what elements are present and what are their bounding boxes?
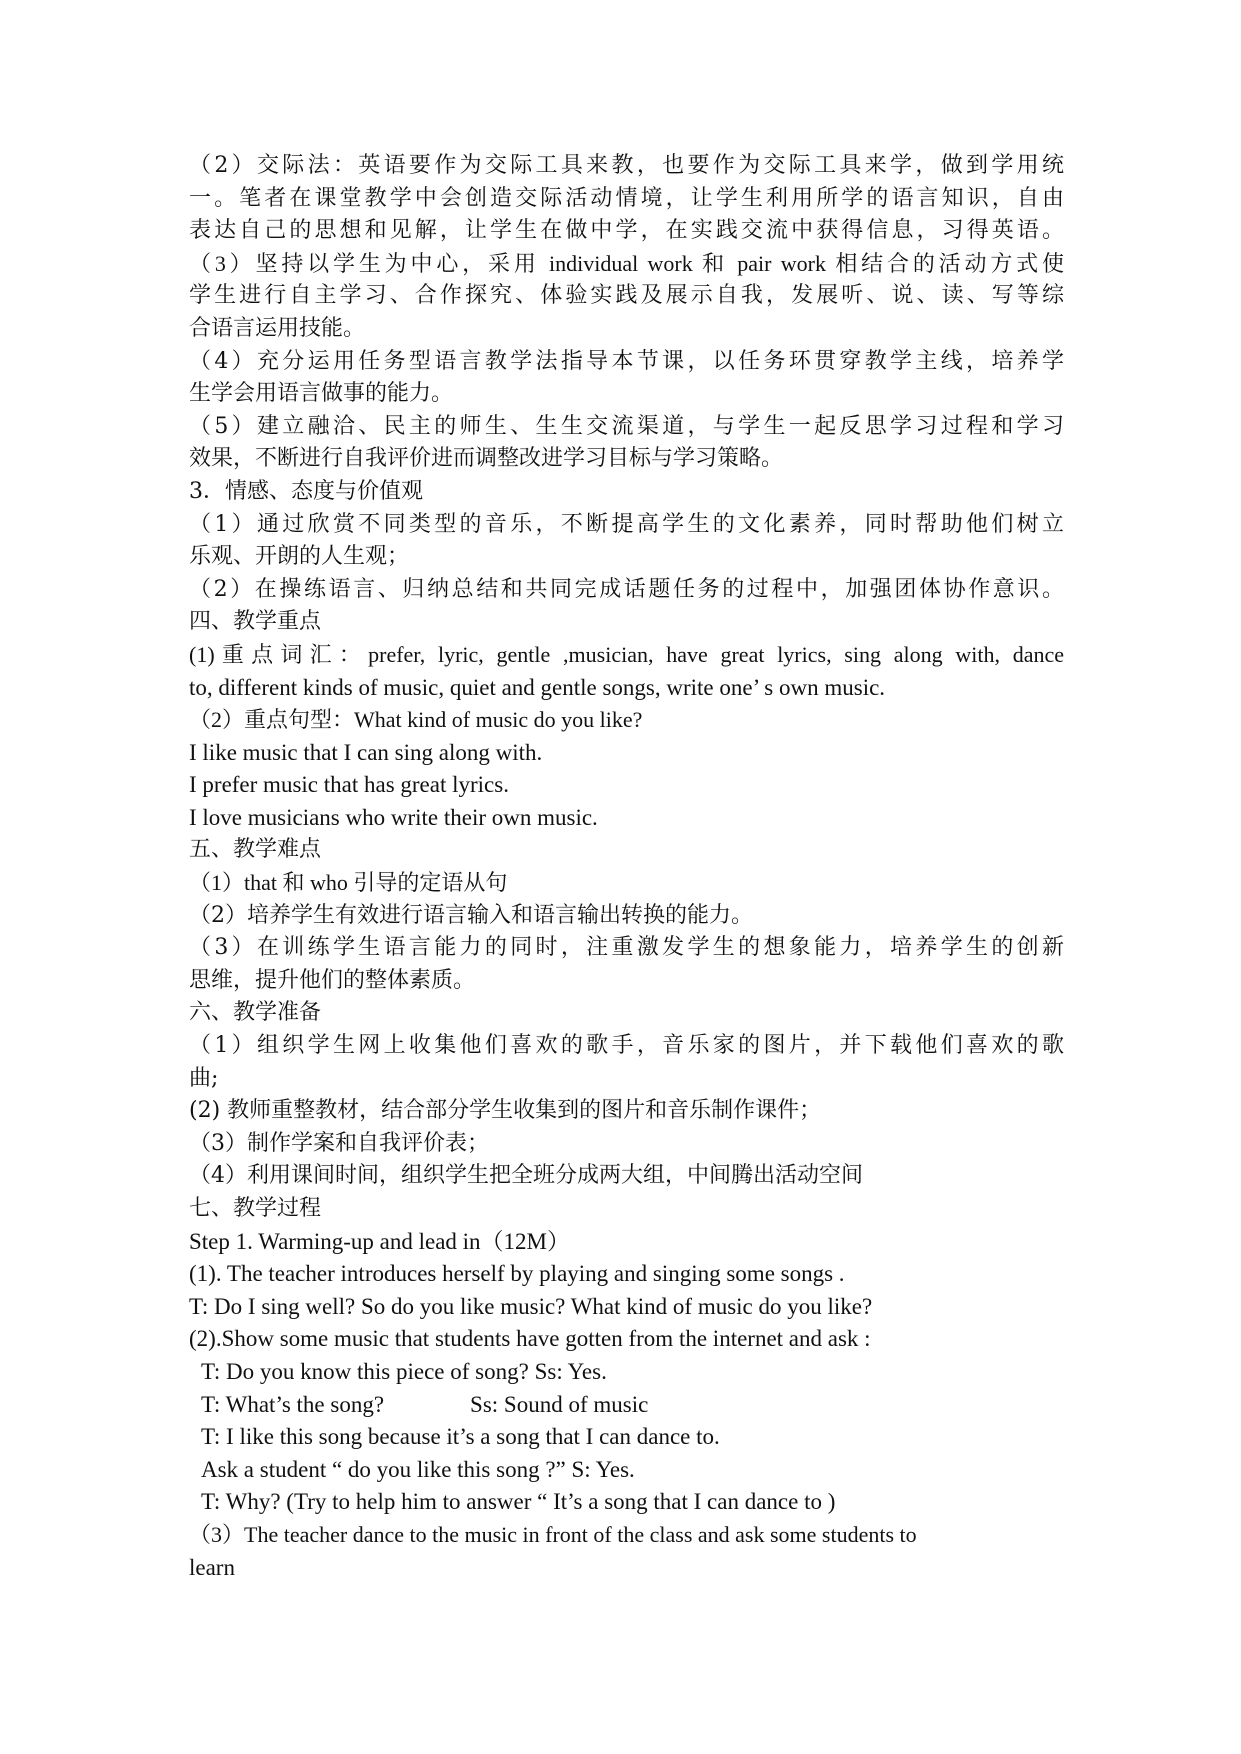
text-line: （1）通过欣赏不同类型的音乐，不断提高学生的文化素养，同时帮助他们树立 xyxy=(189,511,1064,537)
text-line: Ask a student “ do you like this song ?” S: Yes. xyxy=(201,1456,635,1482)
text-line: T: Do I sing well? So do you like music? What kind of music do you like? xyxy=(189,1293,873,1319)
text-line: （1）that 和 who 引导的定语从句 xyxy=(189,870,508,896)
text-line: 表达自己的思想和见解，让学生在做中学，在实践交流中获得信息，习得英语。 xyxy=(189,218,1064,244)
text-line: 合语言运用技能。 xyxy=(189,315,366,341)
text-line: 效果，不断进行自我评价进而调整改进学习目标与学习策略。 xyxy=(189,446,784,472)
text-line: Step 1. Warming-up and lead in（12M） xyxy=(189,1228,571,1254)
text-line: （3）制作学案和自我评价表； xyxy=(189,1130,489,1156)
text-line: I like music that I can sing along with. xyxy=(189,739,543,765)
text-line: （5）建立融洽、民主的师生、生生交流渠道，与学生一起反思学习过程和学习 xyxy=(189,413,1064,439)
text-line: （4）利用课间时间，组织学生把全班分成两大组，中间腾出活动空间 xyxy=(189,1163,863,1189)
text-line: (1)重点词汇：prefer, lyric, gentle ,musician, have great lyrics, sing along with, dance xyxy=(189,641,1064,667)
section-heading: 七、教学过程 xyxy=(189,1196,322,1221)
student-answer: Ss: Sound of music xyxy=(470,1391,649,1417)
text-line: （3）坚持以学生为中心，采用 individual work 和 pair work 相结合的活动方式使 xyxy=(189,250,1064,276)
text-line: （2）重点句型：What kind of music do you like? xyxy=(189,707,643,733)
text-line: 曲; xyxy=(189,1065,219,1091)
section-heading: 六、教学准备 xyxy=(189,1000,322,1026)
text-line: （2）交际法：英语要作为交际工具来教，也要作为交际工具来学，做到学用统 xyxy=(189,153,1064,178)
text-line: （2）培养学生有效进行语言输入和语言输出转换的能力。 xyxy=(189,902,753,928)
text-line: 生学会用语言做事的能力。 xyxy=(189,381,454,407)
section-heading: 四、教学重点 xyxy=(189,609,322,635)
text-line: 乐观、开朗的人生观； xyxy=(189,544,410,570)
text-line: (1). The teacher introduces herself by playing and singing some songs . xyxy=(189,1261,845,1287)
text-line: （1）组织学生网上收集他们喜欢的歌手，音乐家的图片，并下载他们喜欢的歌 xyxy=(189,1033,1064,1059)
text-line: （2）在操练语言、归纳总结和共同完成话题任务的过程中，加强团体协作意识。 xyxy=(189,576,1064,602)
section-heading: 五、教学难点 xyxy=(189,837,322,863)
text-line: 学生进行自主学习、合作探究、体验实践及展示自我，发展听、说、读、写等综 xyxy=(189,283,1064,309)
text-line: to, different kinds of music, quiet and gentle songs, write one’ s own music. xyxy=(189,674,886,700)
text-line: T: I like this song because it’s a song that I can dance to. xyxy=(201,1424,720,1450)
document-page xyxy=(189,150,1064,1584)
text-line: （3）在训练学生语言能力的同时，注重激发学生的想象能力，培养学生的创新 xyxy=(189,935,1064,961)
text-line: I prefer music that has great lyrics. xyxy=(189,772,509,798)
text-line: I love musicians who write their own music. xyxy=(189,804,598,830)
text-line: T: Do you know this piece of song? Ss: Yes. xyxy=(201,1358,607,1384)
text-line: 一。笔者在课堂教学中会创造交际活动情境，让学生利用所学的语言知识，自由 xyxy=(189,185,1064,211)
text-line: learn xyxy=(189,1554,235,1580)
teacher-question: T: What’s the song? xyxy=(201,1391,385,1417)
text-line: （4）充分运用任务型语言教学法指导本节课，以任务环贯穿教学主线，培养学 xyxy=(189,348,1064,374)
text-line: (2).Show some music that students have gotten from the internet and ask : xyxy=(189,1326,871,1352)
text-line: T: Why? (Try to help him to answer “ It’s a song that I can dance to ) xyxy=(201,1489,836,1515)
text-line: 思维，提升他们的整体素质。 xyxy=(189,967,476,993)
text-line: （3）The teacher dance to the music in front of the class and ask some students to xyxy=(189,1521,917,1547)
text-line: (2) 教师重整教材，结合部分学生收集到的图片和音乐制作课件； xyxy=(189,1098,822,1124)
text-line xyxy=(189,1389,1064,1422)
section-heading: 3．情感、态度与价值观 xyxy=(189,478,423,504)
